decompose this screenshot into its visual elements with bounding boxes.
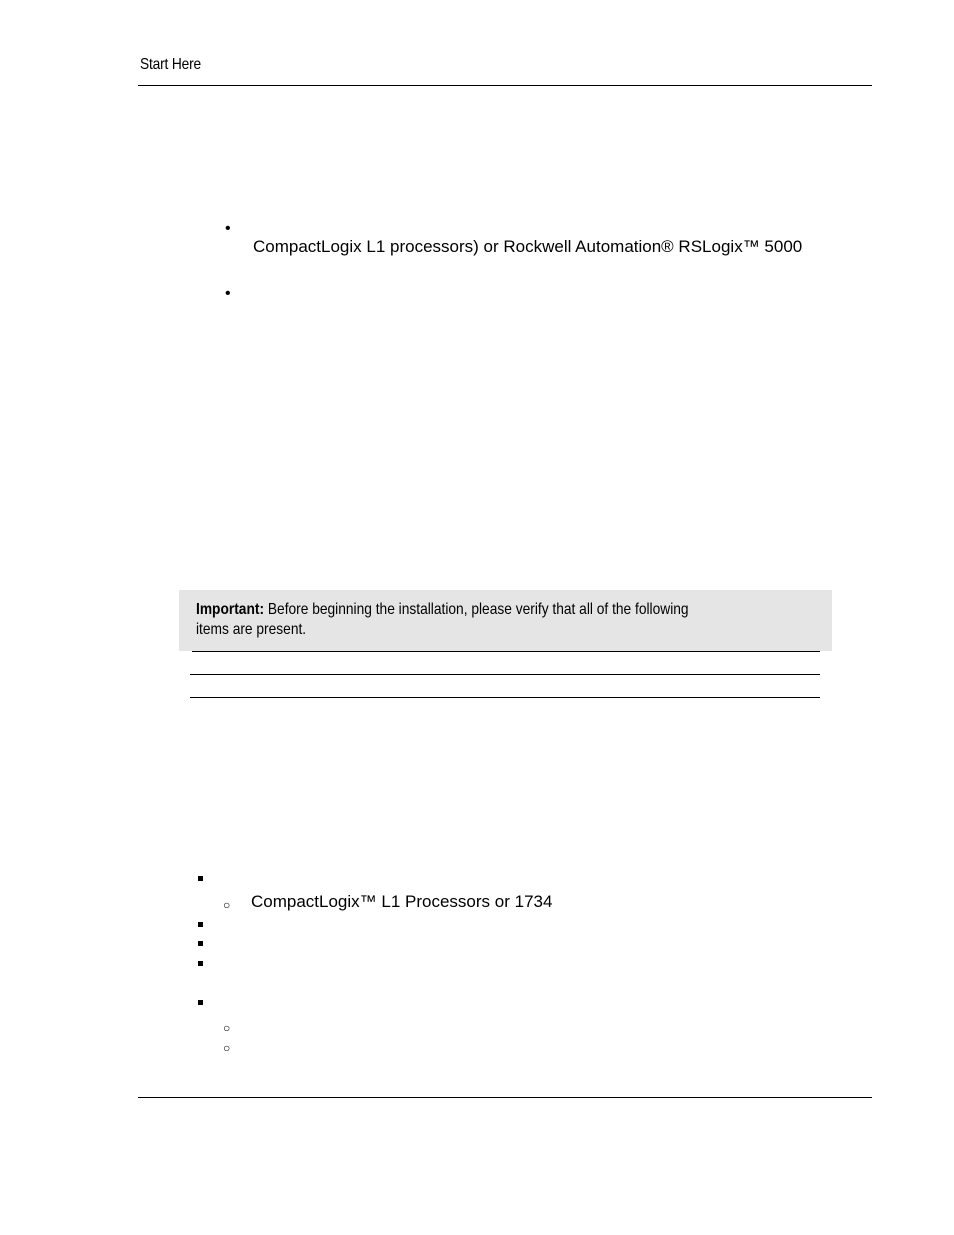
requirement-sub-item: CompactLogix™ L1 Processors or 1734: [251, 892, 553, 911]
bullet-icon: •: [225, 220, 231, 237]
square-bullet-icon: [198, 876, 203, 881]
important-body: Before beginning the installation, please verify that all of the following items are present.: [196, 601, 689, 638]
bullet-icon: •: [225, 285, 231, 302]
table-rule-3: [190, 697, 820, 698]
page-header-title: Start Here: [140, 56, 201, 73]
footer-rule: [138, 1097, 872, 1098]
important-note-text: [196, 600, 721, 640]
square-bullet-icon: [198, 961, 203, 966]
header-rule: [138, 85, 872, 86]
circle-bullet-icon: ○: [223, 1041, 231, 1055]
table-rule-1: [192, 651, 820, 652]
square-bullet-icon: [198, 941, 203, 946]
square-bullet-icon: [198, 922, 203, 927]
circle-bullet-icon: ○: [223, 898, 231, 912]
table-rule-2: [190, 674, 820, 675]
circle-bullet-icon: ○: [223, 1021, 231, 1035]
square-bullet-icon: [198, 1000, 203, 1005]
important-label: Important:: [196, 601, 265, 618]
bullet-item-continuation: CompactLogix L1 processors) or Rockwell Automation® RSLogix™ 5000: [253, 237, 803, 256]
